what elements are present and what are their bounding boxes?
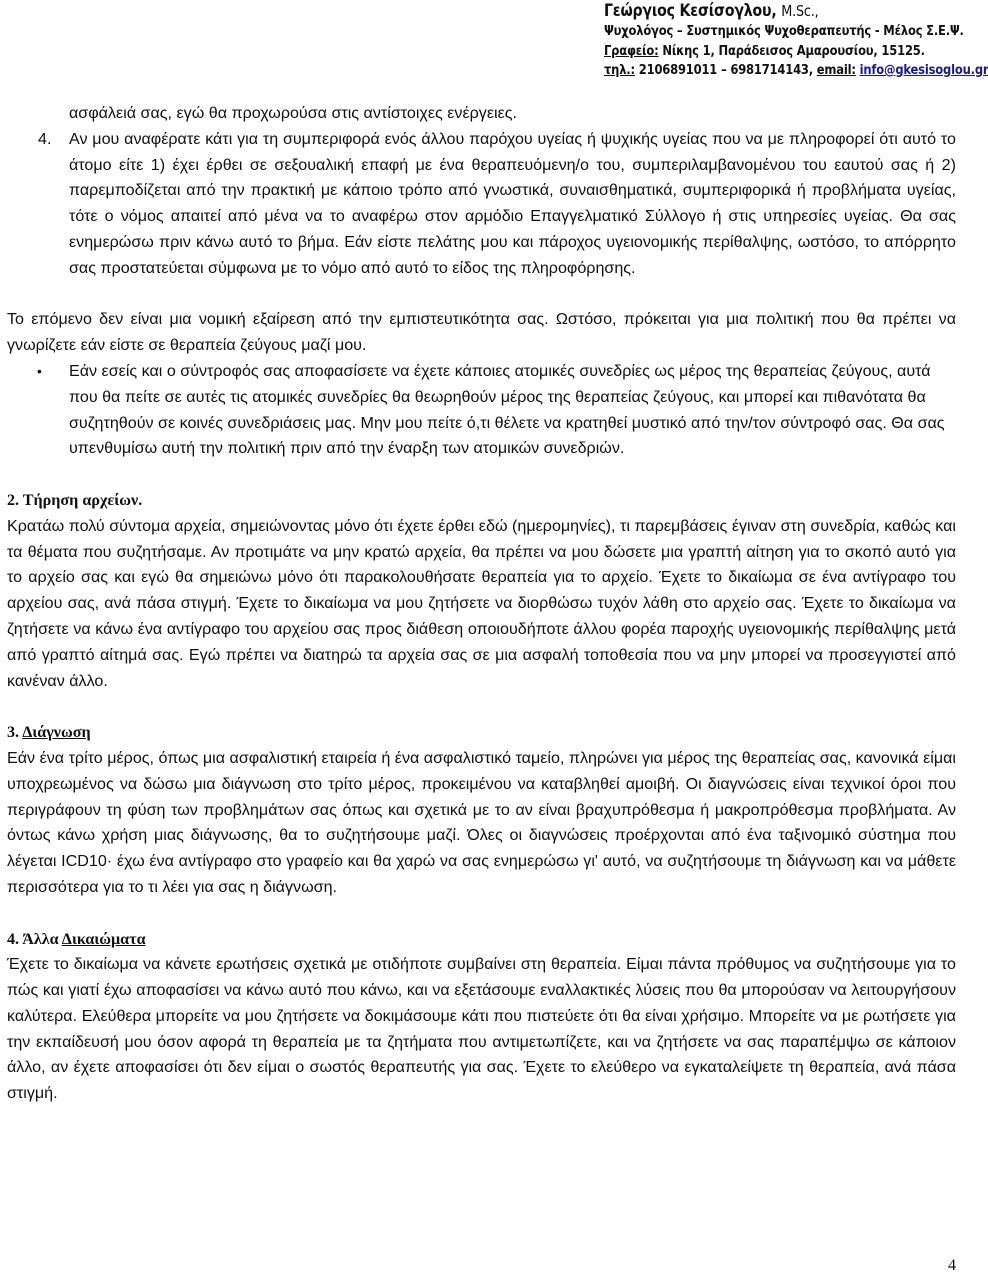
author-name bbox=[604, 0, 938, 22]
phone-label: τηλ.: bbox=[604, 62, 635, 78]
letterhead bbox=[604, 0, 988, 81]
section-text-diagnosis: Εάν ένα τρίτο μέρος, όπως μια ασφαλιστική εταιρεία ή ένα ασφαλιστικό ταμείο, πληρώνει για μέρος της θεραπείας σας, κανονικά είμαι υποχρεωμένος να δώσω μια διάγνωση στο τρίτο μέρος, προκειμένου να καταβληθεί αμοιβή. Οι διαγνώσεις είναι τεχνικοί όροι που περιγράφουν τη φύση των προβλημάτων σας όπως και σχετικά με το αν είναι βραχυπρόθεσμα ή μακροπρόθεσμα προβλήματα. Αν όντως κάνω χρήση μιας διάγνωσης, θα το συζητήσουμε μαζί. Όλες οι διαγνώσεις προέρχονται από ένα ταξινομικό σύστημα που λέγεται ICD10· έχω ένα αντίγραφο στο γραφείο και θα χαρώ να σας ενημερώσω γι' αυτό, να συζητήσουμε τη διάγνωση και να μάθετε περισσότερα για το τι λέει για σας η διάγνωση. bbox=[7, 748, 956, 896]
email-label: email: bbox=[816, 62, 856, 78]
author-name-text: Γεώργιος Κεσίσογλου, bbox=[604, 1, 777, 20]
couples-policy-intro: Το επόμενο δεν είναι μια νομική εξαίρεση από την εμπιστευτικότητα σας. Ωστόσο, πρόκειται για μια πολιτική που θα πρέπει να γνωρίζετε εάν είστε σε θεραπεία ζεύγους μαζί μου. bbox=[7, 310, 956, 355]
bullet-text: Εάν εσείς και ο σύντροφός σας αποφασίσετε να έχετε κάποιες ατομικές συνεδρίες ως μέρος της θεραπείας ζεύγους, αυτά που θα πείτε σε αυτές τις ατομικές συνεδρίες θα θεωρηθούν μέρος της θεραπείας ζεύγους, και μπορεί και πιθανότατα θα συζητηθούν σε κοινές συνεδριάσεις μας. Μην μου πείτε ό,τι θέλετε να κρατηθεί μυστικό από την/τον σύντροφό σας. Θα σας υπενθυμίσω αυτή την πολιτική πριν από την έναρξη των ατομικών συνεδριών. bbox=[69, 361, 945, 458]
list-item-number: 4. bbox=[38, 129, 52, 148]
list-item-4 bbox=[7, 127, 956, 282]
author-title: Ψυχολόγος – Συστημικός Ψυχοθεραπευτής - Μέλος Σ.Ε.Ψ. bbox=[604, 23, 964, 39]
bullet-item bbox=[7, 359, 956, 462]
email-link[interactable]: info@gkesisoglou.gr bbox=[859, 62, 988, 78]
section-heading-rights bbox=[7, 927, 956, 953]
bullet-icon: • bbox=[37, 362, 42, 379]
office-label: Γραφείο: bbox=[604, 42, 659, 59]
spacer bbox=[7, 282, 956, 308]
list-item-text: Αν μου αναφέρατε κάτι για τη συμπεριφορά ενός άλλου παρόχου υγείας ή ψυχικής υγείας που να με πληροφορεί ότι αυτό το άτομο είτε 1) έχει έρθει σε σεξουαλική επαφή με ένα θεραπευόμενη/ο του, συμπεριλαμβανομένου του εαυτού σας ή 2) παρεμποδίζεται από την πρακτική με κάποιο τρόπο από γνωστικά, συναισθηματικά, συμπεριφορικά ή προβλήματα υγείας, τότε ο νόμος απαιτεί από μένα να το αναφέρω στον αρμόδιο Επαγγελματικό Σύλλογο ή στις υπηρεσίες υγείας. Θα σας ενημερώσω πριν κάνω αυτό το βήμα. Εάν είστε πελάτης μου και πάροχος υγειονομικής περίθαλψης, ωστόσο, το απόρρητο σας προστατεύεται σύμφωνα με το νόμο από αυτό το είδος της πληροφόρησης. bbox=[69, 129, 956, 277]
contact-line bbox=[604, 61, 988, 81]
continued-line: ασφάλειά σας, εγώ θα προχωρούσα στις αντίστοιχες ενέργειες. bbox=[69, 104, 518, 122]
heading-word: Διάγνωση bbox=[22, 724, 91, 742]
author-degree: M.Sc., bbox=[781, 2, 819, 20]
heading-number: 3. bbox=[7, 724, 23, 742]
section-text-rights: Έχετε το δικαίωμα να κάνετε ερωτήσεις σχετικά με οτιδήποτε συμβαίνει στη θεραπεία. Είμαι πάντα πρόθυμος να συζητήσουμε για το πώς και γιατί έχω αποφασίσει να κάνω αυτό που κάνω, και να εξετάσουμε εναλλακτικές λύσεις που θα μπορούσαν να λειτουργήσουν καλύτερα. Ελεύθερα μπορείτε να μου ζητήσετε να δοκιμάσουμε κάτι που πιστεύετε ότι θα είναι χρήσιμο. Μπορείτε να με ρωτήσετε για την εκπαίδευσή μου όσον αφορά τη θεραπεία με τα ζητήματα που αντιμετωπίζετε, και να ζητήσετε να σας παραπέμψω σε κάποιον άλλο, αν έχετε αποφασίσει ότι δεν είμαι ο σωστός θεραπευτής για σας. Έχετε το ελεύθερο να εγκαταλείψετε τη θεραπεία, ανά πάσα στιγμή. bbox=[7, 955, 956, 1103]
section-heading-records: 2. Τήρηση αρχείων. bbox=[7, 491, 143, 509]
office-address bbox=[604, 42, 938, 62]
phone-numbers: 2106891011 – 6981714143, bbox=[638, 62, 813, 78]
heading-word: Δικαιώματα bbox=[61, 930, 146, 948]
page-number: 4 bbox=[948, 1257, 956, 1274]
spacer bbox=[7, 462, 956, 488]
office-address-text: Νίκης 1, Παράδεισος Αμαρουσίου, 15125. bbox=[662, 42, 925, 59]
document-body bbox=[7, 101, 956, 1107]
spacer bbox=[7, 694, 956, 720]
spacer bbox=[7, 901, 956, 927]
heading-number: 4. Άλλα bbox=[7, 930, 62, 948]
section-heading-diagnosis bbox=[7, 720, 956, 746]
section-text-records: Κρατάω πολύ σύντομα αρχεία, σημειώνοντας μόνο ότι έχετε έρθει εδώ (ημερομηνίες), τι παρεμβάσεις έγιναν στη συνεδρία, καθώς και τα θέματα που συζητήσαμε. Αν προτιμάτε να μην κρατώ αρχεία, θα πρέπει να μου δώσετε μια γραπτή αίτηση για το σκοπό αυτό για το αρχείο σας και εγώ θα σημειώνω μόνο ότι παρακολουθήσατε θεραπεία για το αρχείο. Έχετε το δικαίωμα σε ένα αντίγραφο του αρχείου σας, ανά πάσα στιγμή. Έχετε το δικαίωμα να μου ζητήσετε να διορθώσω τυχόν λάθη στο αρχείο σας. Έχετε το δικαίωμα να ζητήσετε να κάνω ένα αντίγραφο του αρχείου σας προς διάθεση οποιουδήποτε άλλου φορέα παροχής υγειονομικής περίθαλψης μετά από γραπτό αίτημά σας. Εγώ πρέπει να διατηρώ τα αρχεία σας σε μια ασφαλή τοποθεσία που να μην μπορεί να προσεγγιστεί από κανέναν άλλο. bbox=[7, 516, 956, 690]
